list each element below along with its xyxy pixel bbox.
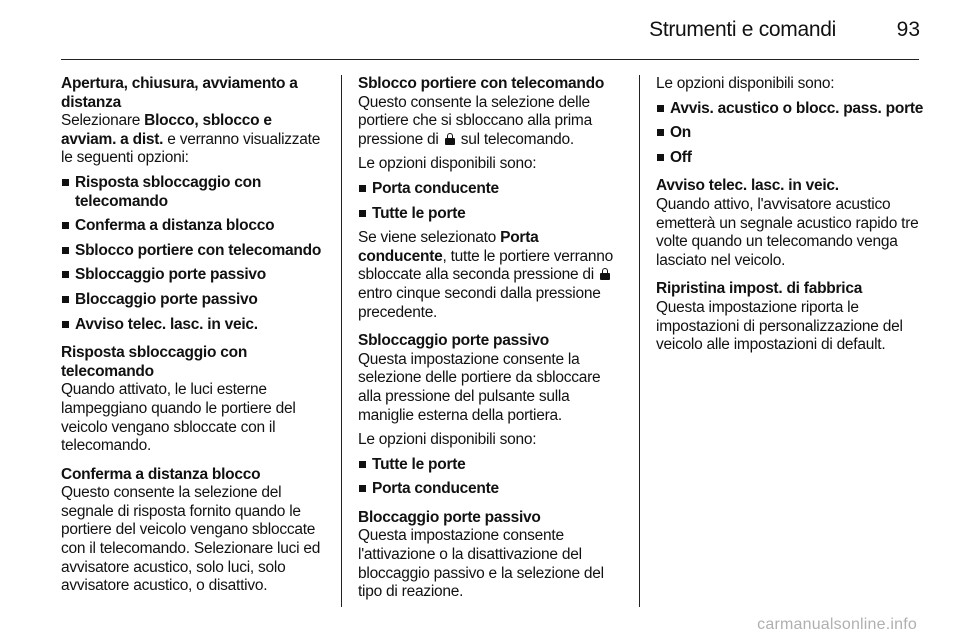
options-list xyxy=(656,100,924,168)
options-intro: Le opzioni disponibili sono: xyxy=(358,431,537,449)
body-prefix: Questo consente la selezione delle portiere che si sbloccano alla prima pressione di xyxy=(358,93,592,148)
column-2 xyxy=(358,75,626,612)
note-prefix: Se viene selezionato xyxy=(358,229,501,247)
list-item: Tutte le porte xyxy=(358,205,626,224)
section-heading: Ripristina impost. di fabbrica xyxy=(656,280,863,298)
intro-prefix: Selezionare xyxy=(61,112,145,130)
list-item: Conferma a distanza blocco xyxy=(61,217,329,236)
note-bold: Porta conducente xyxy=(358,229,539,265)
section-factory-reset xyxy=(656,280,924,354)
section-heading: Avviso telec. lasc. in veic. xyxy=(656,177,839,195)
section-heading: Apertura, chiusura, avviamento a distanza xyxy=(61,75,298,111)
menu-path: Blocco, sblocco e avviam. a dist. xyxy=(61,112,272,148)
section-passive-lock-options xyxy=(656,75,924,167)
section-body: Questo consente la selezione del segnale di risposta fornito quando le portiere del veicolo vengano sbloccate con il telecomando. Selezionare luci ed avvisatore acustico, solo luci, solo avvisatore acustico, o disattivo. xyxy=(61,484,321,595)
note-suffix: entro cinque secondi dalla pressione precedente. xyxy=(358,284,601,321)
list-item: Avviso telec. lasc. in veic. xyxy=(61,316,329,335)
header-rule xyxy=(61,59,919,60)
list-item: Risposta sbloccaggio con telecomando xyxy=(61,174,329,211)
column-3 xyxy=(656,75,924,365)
unlock-key-icon xyxy=(600,268,610,280)
section-lock-confirmation xyxy=(61,466,329,596)
options-list xyxy=(358,456,626,499)
section-heading: Sbloccaggio porte passivo xyxy=(358,332,549,350)
options-list xyxy=(358,180,626,223)
section-body: Questa impostazione consente la selezione delle portiere da sbloccare alla pressione del pulsante sulla maniglie esterna della portiera. xyxy=(358,350,601,424)
list-item: Sbloccaggio porte passivo xyxy=(61,266,329,285)
column-divider-2 xyxy=(639,75,640,607)
section-key-left-alert xyxy=(656,177,924,270)
section-unlock-response xyxy=(61,344,329,456)
section-passive-unlock xyxy=(358,332,626,499)
options-intro: Le opzioni disponibili sono: xyxy=(656,75,835,92)
section-heading: Bloccaggio porte passivo xyxy=(358,508,541,526)
section-body: Quando attivo, l'avvisatore acustico emetterà un segnale acustico rapido tre volte quando un telecomando venga lasciato nel veicolo. xyxy=(656,195,919,269)
section-body: Questa impostazione riporta le impostazioni di personalizzazione del veicolo alle impostazioni di default. xyxy=(656,298,903,354)
section-remote-functions xyxy=(61,75,329,334)
unlock-key-icon xyxy=(445,133,455,145)
column-1 xyxy=(61,75,329,606)
section-body: Questa impostazione consente l'attivazione o la disattivazione del bloccaggio passivo e la selezione del tipo di reazione. xyxy=(358,527,604,601)
list-item: Off xyxy=(656,149,924,168)
section-intro xyxy=(61,112,329,168)
column-divider-1 xyxy=(341,75,342,607)
list-item: Tutte le porte xyxy=(358,456,626,475)
intro-suffix: e verranno visualizzate le seguenti opzioni: xyxy=(61,130,321,167)
options-list xyxy=(61,174,329,334)
section-heading: Risposta sbloccaggio con telecomando xyxy=(61,344,248,380)
section-remote-unlock xyxy=(358,75,626,322)
options-intro: Le opzioni disponibili sono: xyxy=(358,155,537,173)
body-suffix: sul telecomando. xyxy=(456,130,574,148)
list-item: Avvis. acustico o blocc. pass. porte xyxy=(656,100,924,119)
list-item: Bloccaggio porte passivo xyxy=(61,291,329,310)
note-mid: , tutte le portiere verranno sbloccate alla seconda pressione di xyxy=(358,247,613,284)
page-number: 93 xyxy=(896,18,920,41)
section-heading: Sblocco portiere con telecomando xyxy=(358,75,605,92)
list-item: Porta conducente xyxy=(358,480,626,499)
page-title: Strumenti e comandi xyxy=(649,18,836,41)
list-item: Sblocco portiere con telecomando xyxy=(61,242,329,261)
section-heading: Conferma a distanza blocco xyxy=(61,465,261,483)
section-note xyxy=(358,229,626,322)
section-passive-lock xyxy=(358,509,626,602)
list-item: Porta conducente xyxy=(358,180,626,199)
watermark: carmanualsonline.info xyxy=(757,616,917,633)
page-header xyxy=(0,0,960,62)
list-item: On xyxy=(656,124,924,143)
section-body xyxy=(358,94,626,150)
section-body: Quando attivato, le luci esterne lampeggiano quando le portiere del veicolo vengano sbloccate con il telecomando. xyxy=(61,381,296,455)
